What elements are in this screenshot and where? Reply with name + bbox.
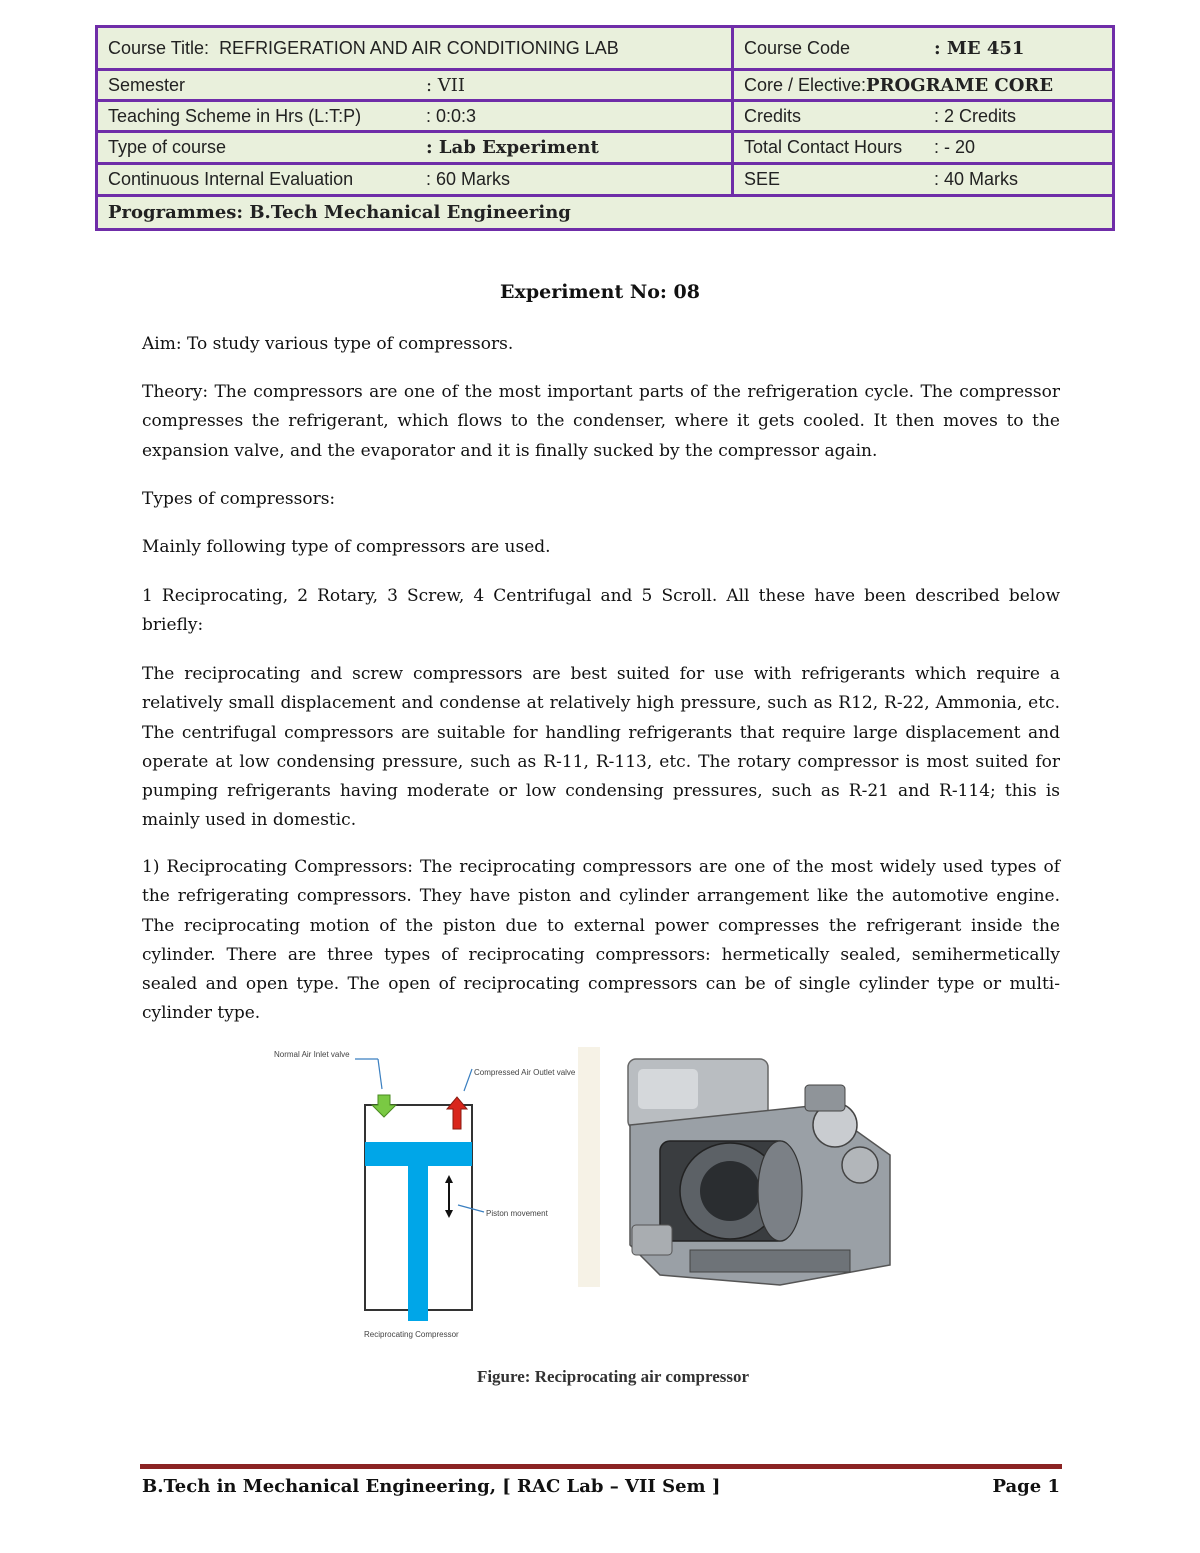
teaching-scheme-label: Teaching Scheme in Hrs (L:T:P) — [108, 105, 362, 126]
diagram-label: Reciprocating Compressor — [364, 1330, 459, 1339]
theory-paragraph: Theory: The compressors are one of the most important parts of the refrigeration cycle. The compressor compresses the refrigerant, which flows to the condenser, where it gets cooled. It then moves to the expansion valve, and the evaporator and it is finally sucked by the compressor again. — [142, 382, 1060, 461]
course-code-value: : ME 451 — [934, 37, 1025, 59]
table-row — [98, 102, 1112, 133]
inlet-leader-line — [378, 1059, 382, 1089]
outlet-label: Compressed Air Outlet valve — [474, 1068, 576, 1077]
course-type-cell — [98, 133, 734, 162]
cylinder-diagram — [274, 1050, 576, 1339]
mainly-paragraph: Mainly following type of compressors are used. — [142, 537, 551, 557]
piston-rod — [408, 1166, 428, 1321]
see-label: SEE — [744, 169, 781, 189]
course-type-label: Type of course — [108, 137, 227, 157]
reciprocating-compressor-figure — [260, 1045, 920, 1345]
semester-cell — [98, 71, 734, 99]
table-row — [98, 197, 1112, 228]
course-info-table — [95, 25, 1115, 231]
teaching-scheme-cell — [98, 102, 734, 130]
course-type-value: : Lab Experiment — [426, 137, 599, 158]
experiment-title: Experiment No: 08 — [500, 281, 700, 303]
footer-left-text: B.Tech in Mechanical Engineering, [ RAC Lab – VII Sem ] — [142, 1476, 721, 1497]
semester-label: Semester — [108, 74, 186, 95]
table-row — [98, 71, 1112, 102]
semester-value: : VII — [426, 74, 466, 96]
arrow-up-icon — [445, 1175, 453, 1183]
figure-caption: Figure: Reciprocating air compressor — [476, 1367, 750, 1386]
credits-cell — [734, 102, 1112, 130]
compressor-cutaway-image — [628, 1059, 890, 1285]
table-row — [98, 165, 1112, 197]
course-code-label: Course Code — [744, 37, 851, 58]
inlet-label: Normal Air Inlet valve — [274, 1050, 350, 1059]
course-code-cell — [734, 28, 1112, 68]
outlet-arrow-icon — [447, 1097, 467, 1129]
table-row — [98, 28, 1112, 71]
credits-value: : 2 Credits — [934, 105, 1017, 126]
suitability-paragraph: The reciprocating and screw compressors are best suited for use with refrigerants which require a relatively small displacement and condense at relatively high pressure, such as R12, R-22, Ammonia, etc. The centrifugal compressors are suitable for handling refrigerants that require large displacement and operate at low condensing pressure, such as R-11, R-113, etc. The rotary compressor is most suited for pumping refrigerants having moderate or low condensing pressures, such as R-21 and R-114; this is mainly used in domestic. — [142, 664, 1060, 831]
course-title-value: REFRIGERATION AND AIR CONDITIONING LAB — [219, 37, 619, 58]
cie-label: Continuous Internal Evaluation — [108, 169, 354, 189]
footer-divider — [140, 1464, 1062, 1469]
table-row — [98, 133, 1112, 165]
core-elective-value: PROGRAME CORE — [866, 74, 1054, 96]
piston-label: Piston movement — [486, 1209, 548, 1218]
teaching-scheme-value: : 0:0:3 — [426, 105, 477, 126]
outlet-leader-line — [464, 1069, 472, 1091]
types-heading: Types of compressors: — [142, 489, 336, 509]
aim-paragraph: Aim: To study various type of compressors. — [142, 334, 514, 354]
course-title-cell — [98, 28, 734, 68]
core-elective-label: Core / Elective: — [744, 74, 867, 95]
see-cell — [734, 165, 1112, 194]
see-value: : 40 Marks — [934, 169, 1019, 189]
piston-head — [365, 1142, 472, 1166]
programmes-cell — [98, 197, 1112, 228]
page-number: Page 1 — [992, 1476, 1060, 1497]
contact-hours-value: : - 20 — [934, 137, 976, 157]
course-title-label: Course Title: — [108, 37, 210, 58]
types-list-paragraph: 1 Reciprocating, 2 Rotary, 3 Screw, 4 Centrifugal and 5 Scroll. All these have been described below briefly: — [142, 586, 1060, 636]
contact-hours-label: Total Contact Hours — [744, 137, 903, 157]
compressor-diagram — [260, 1045, 920, 1345]
credits-label: Credits — [744, 105, 802, 126]
programmes-text: Programmes: B.Tech Mechanical Engineering — [108, 202, 571, 223]
arrow-down-icon — [445, 1210, 453, 1218]
reciprocating-paragraph: 1) Reciprocating Compressors: The reciprocating compressors are one of the most widely used types of the refrigerating compressors. They have piston and cylinder arrangement like the automotive engine. The reciprocating motion of the piston due to external power compresses the refrigerant inside the cylinder. There are three types of reciprocating compressors: hermetically sealed, semihermetically sealed and open type. The open of reciprocating compressors can be of single cylinder type or multi-cylinder type. — [142, 857, 1060, 1024]
core-elective-cell — [734, 71, 1112, 99]
contact-hours-cell — [734, 133, 1112, 162]
cie-value: : 60 Marks — [426, 169, 511, 189]
inlet-arrow-icon — [372, 1095, 396, 1117]
figure-divider — [578, 1047, 600, 1287]
cie-cell — [98, 165, 734, 194]
